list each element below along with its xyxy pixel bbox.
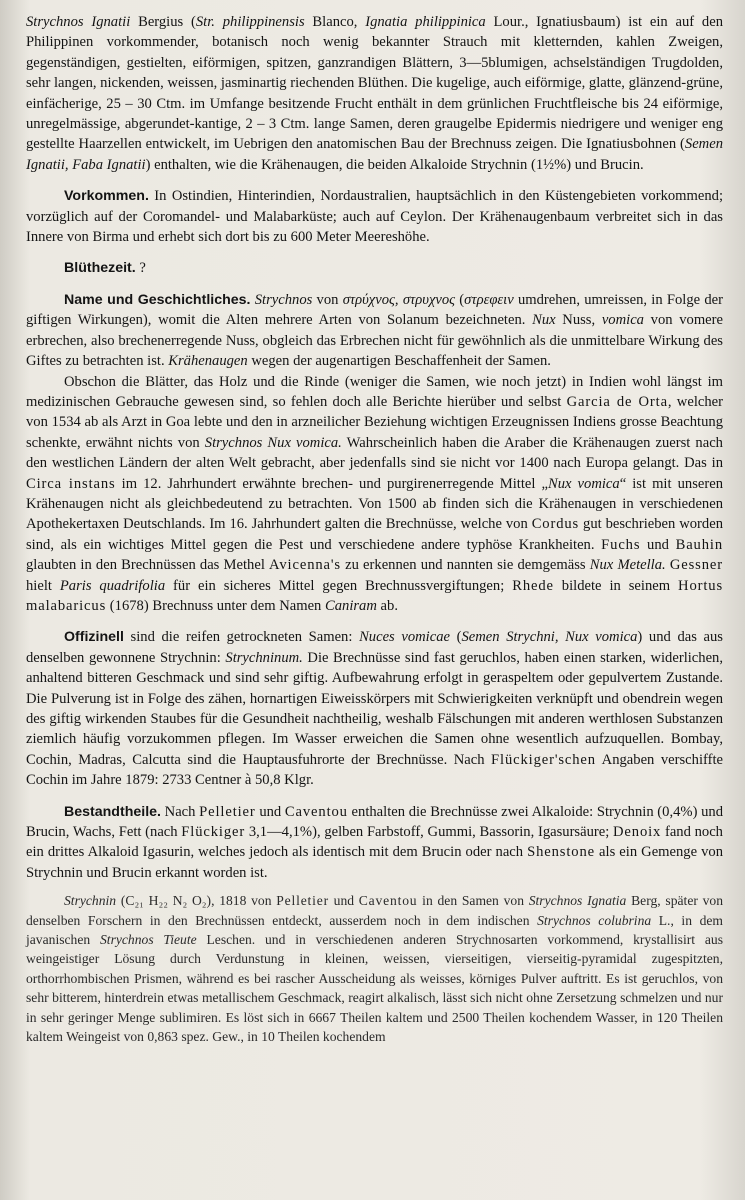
text: gut beschrieben worden sind, als ein wichtiges Mittel gegen die Pest und verschiedene andere typhöse Krankheiten. [26,516,723,553]
text: Obschon die Blätter, das Holz und die Rinde (weniger die Samen, wie noch jetzt) in Indien wohl längst im medizinischen Gebrauche gewesen sind, so fehlen doch alle Berichte hierüber und selbst [26,373,723,410]
text: hielt [26,577,60,594]
person-name: Caventou [358,893,418,909]
text: bildete in seinem [553,577,679,594]
italic: Nux [532,312,556,329]
text: Nach [160,803,200,820]
text: in den Samen von [417,893,529,909]
person-name: Flückiger'schen [491,751,596,768]
text: als ein Gemenge von Strychnin und Brucin erkannt worden ist. [26,844,723,881]
italic: Nux Metella. [589,557,666,574]
person-name: Avicenna's [269,557,341,574]
person-name: Rhede [512,577,554,594]
italic: Strychninum. [225,649,303,666]
text: und [328,893,359,909]
synonym: Str. philippinensis [195,14,305,30]
text: Wahrscheinlich haben die Araber die Krähenaugen zuerst nach den westlichen Ländern der alten Welt gebracht, aber jedenfalls sind sie nicht vor 1400 nach Europa gelangt. Das in [26,434,723,472]
paragraph-name-geschichtliches [26,290,723,372]
text: ? [135,260,146,277]
text: Berg, später von denselben Forschern in den Brechnüssen entdeckt, ausserdem noch in dem indischen [26,893,724,928]
text: Blanco, [304,14,366,30]
paragraph-offizinell [26,627,723,790]
section-heading-vorkommen: Vorkommen. [64,188,149,205]
text: ( [455,291,465,308]
person-name: Cordus [531,516,580,533]
italic: Strychnos colubrina [537,912,652,928]
paragraph-obschon [26,372,723,617]
italic: Nuces vomicae [359,629,450,646]
paragraph-strychnos-ignatii [26,12,723,175]
section-heading-offizinell: Offizinell [64,629,124,646]
text: L., in dem javanischen [26,912,723,948]
italic: Strychnos [254,291,313,308]
italic: Krähenaugen [168,353,248,370]
text: und [255,803,285,820]
person-name: Gessner [669,557,723,574]
person-name: Fuchs [601,536,641,553]
italic: Strychnos Tieute [100,932,197,948]
text: wegen der augenartigen Beschaffenheit der Samen. [247,353,551,370]
person-name: Garcia de Orta [566,393,668,410]
text: Leschen. und in verschiedenen anderen Strychnosarten vorkommend, krystallisirt aus weingeistiger Lösung durch Verdunstung in kleinen, weissen, vierseitigen, vierseitig-pyramidal zugespitzten, orthorrhombischen Prismen, während es bei rascher Ausscheidung als weisses, körniges Pulver auftritt. Es ist geruchlos, von sehr bitterem, hinterdrein etwas metallischem Geschmack, reagirt alkalisch, lässt sich nicht ohne Zersetzung schmelzen und nur in sehr geringer Menge sublimiren. Es löst sich in 6667 Theilen kaltem und 2500 Theilen kochendem Wasser, in 120 Theilen kaltem Weingeist von 0,863 spez. Gew., in 10 Theilen kochendem [26,932,723,1045]
work-title: Circa instans [26,475,116,492]
text: von vomere erbrechen, also brechenerregende Nuss, obgleich das Erbrechen nicht für gewöhnlich als die unmittelbare Wirkung des Giftes zu betrachten ist. [26,312,724,370]
species-name: Strychnos Ignatii [26,14,131,30]
person-name: Flückiger [181,824,246,841]
text: (C₂₁ H₂₂ N₂ O₂), 1818 von [116,893,277,909]
greek-term: στρύχνος, στρυχνος [342,291,456,308]
person-name: Bauhin [675,536,724,553]
text: In Ostindien, Hinterindien, Nordaustralien, hauptsächlich in den Küstengebieten vorkommend; vorzüglich auf der Coromandel- und Malabarküste; auch auf Ceylon. Der Krähenaugenbaum verbreitet sich in das Innere von Birma und erhebt sich dort bis zu 600 Meter Meereshöhe. [26,188,723,246]
italic: Strychnin [64,893,117,909]
section-heading-name: Name und Geschichtliches. [64,291,251,308]
text: fand noch ein drittes Alkaloid Igasurin, welches jedoch als identisch mit dem Brucin oder nach [26,824,723,861]
text: enthalten die Brechnüsse zwei Alkaloide: Strychnin (0,4%) und Brucin, Wachs, Fett (nach [26,803,723,841]
paragraph-bluethezeit [26,258,723,278]
text: für ein sicheres Mittel gegen Brechnussvergiftungen; [165,577,513,594]
text: sind die reifen getrockneten Samen: [123,629,360,646]
person-name: Pelletier [276,893,329,909]
synonym: Ignatia philippinica [365,14,486,30]
text: glaubten in den Brechnüssen das Methel [26,557,270,574]
text: und [640,536,676,553]
text: Die Brechnüsse sind fast geruchlos, haben einen starken, widerlichen, anhaltend bitteren Geschmack und sind sehr giftig. Aufbewahrung erfolgt in geraspeltem oder gepulvertem Zustande. Die Pulverung ist in Folge des zähen, hornartigen Eiweisskörpers mit Schwierigkeiten verknüpft und obendrein wegen des giftig wirkenden Staubes für die Gesundheit nachtheilig, weshalb Fälschungen mit anderen werthlosen Substanzen ziemlich häufig vorzukommen pflegen. Im Wasser erweichen die Samen ohne wesentlich aufzuquellen. Bombay, Cochin, Madras, Calcutta sind die Hauptausfuhrorte der Brechnüsse. Nach [26,649,724,768]
paragraph-vorkommen [26,186,723,247]
text: 3,1—4,1%), gelben Farbstoff, Gummi, Bassorin, Igasursäure; [245,824,614,841]
italic: Paris quadrifolia [59,577,166,594]
person-name: Caventou [284,803,348,820]
italic: Caniram [325,597,377,614]
text: Bergius ( [130,14,196,30]
work-title: Hortus malabaricus [26,577,724,614]
italic: Strychnos Nux vomica. [204,434,342,451]
text: umdrehen, umreissen, in Folge der giftigen Wirkungen), womit die Alten mehrere Arten von Solanum bezeichneten. [26,291,723,329]
text: Angaben verschiffte Cochin im Jahre 1879: 2733 Centner à 50,8 Klgr. [26,751,723,789]
text: ( [449,629,462,646]
text: Lour., Ignatiusbaum) ist ein auf den Philippinen vorkommender, botanisch noch wenig bekannter Strauch mit kletternden, kahlen Zweigen, gegenständigen, gestielten, eiförmigen, spitzen, ganzrandigen Blättern, 3—5blumigen, achselständigen Trugdolden, sehr langen, nickenden, weissen, jasminartig riechenden Blüthen. Die kugelige, auch eiförmige, glatte, glänzend-grüne, einfächerige, 25 – 30 Ctm. im Umfange besitzende Frucht enthält in dem grünlichen Fruchtfleische bis 24 eiförmige, unregelmässige, abgerundet-kantige, 2 – 3 Ctm. lange Samen, deren graugelbe Epidermis niedrigere und weniger eng gestellte Haarzellen entwickelt, im Uebrigen den anatomischen Bau der Brechnuss zeigen. Die Ignatiusbohnen ( [26,14,724,153]
italic: Nux vomica [547,475,620,492]
text: ) und das aus denselben gewonnene Strychnin: [26,629,723,666]
section-heading-bluethezeit: Blüthezeit. [64,260,136,277]
person-name: Shenstone [527,844,595,861]
paragraph-bestandtheile [26,802,723,884]
text: ab. [376,597,398,614]
text: (1678) Brechnuss unter dem Namen [106,597,325,614]
person-name: Pelletier [199,803,256,820]
text: “ ist mit unseren Krähenaugen nicht als gleichbedeutend zu betrachten. Von 1500 ab finden sich die Krähenaugen in verschiedenen Apothekertaxen Deutschlands. Im 16. Jahrhundert galten die Brechnüsse, welche von [26,475,723,533]
italic: Strychnos Ignatia [528,893,627,909]
drug-name: Semen Ignatii, Faba Ignatii [26,136,723,173]
text: Nuss, [555,312,602,329]
person-name: Denoix [613,824,662,841]
text: zu erkennen und nannten sie demgemäss [340,557,590,574]
text: von [312,291,343,308]
greek-term: στρεφειν [464,291,514,308]
section-heading-bestandtheile: Bestandtheile. [64,803,161,820]
italic: vomica [601,312,644,329]
text: im 12. Jahrhundert erwähnte brechen- und purgirenerregende Mittel „ [115,475,548,492]
text: ) enthalten, wie die Krähenaugen, die beiden Alkaloide Strychnin (1½%) und Brucin. [145,156,644,173]
italic: Semen Strychni, Nux vomica [461,629,638,646]
paragraph-strychnin [26,891,723,1046]
text: , welcher von 1534 ab als Arzt in Goa lebte und den in arzneilicher Beziehung wichtigen Erzeugnissen Indiens grosse Beachtung schenkte, erwähnt nichts von [26,393,723,451]
